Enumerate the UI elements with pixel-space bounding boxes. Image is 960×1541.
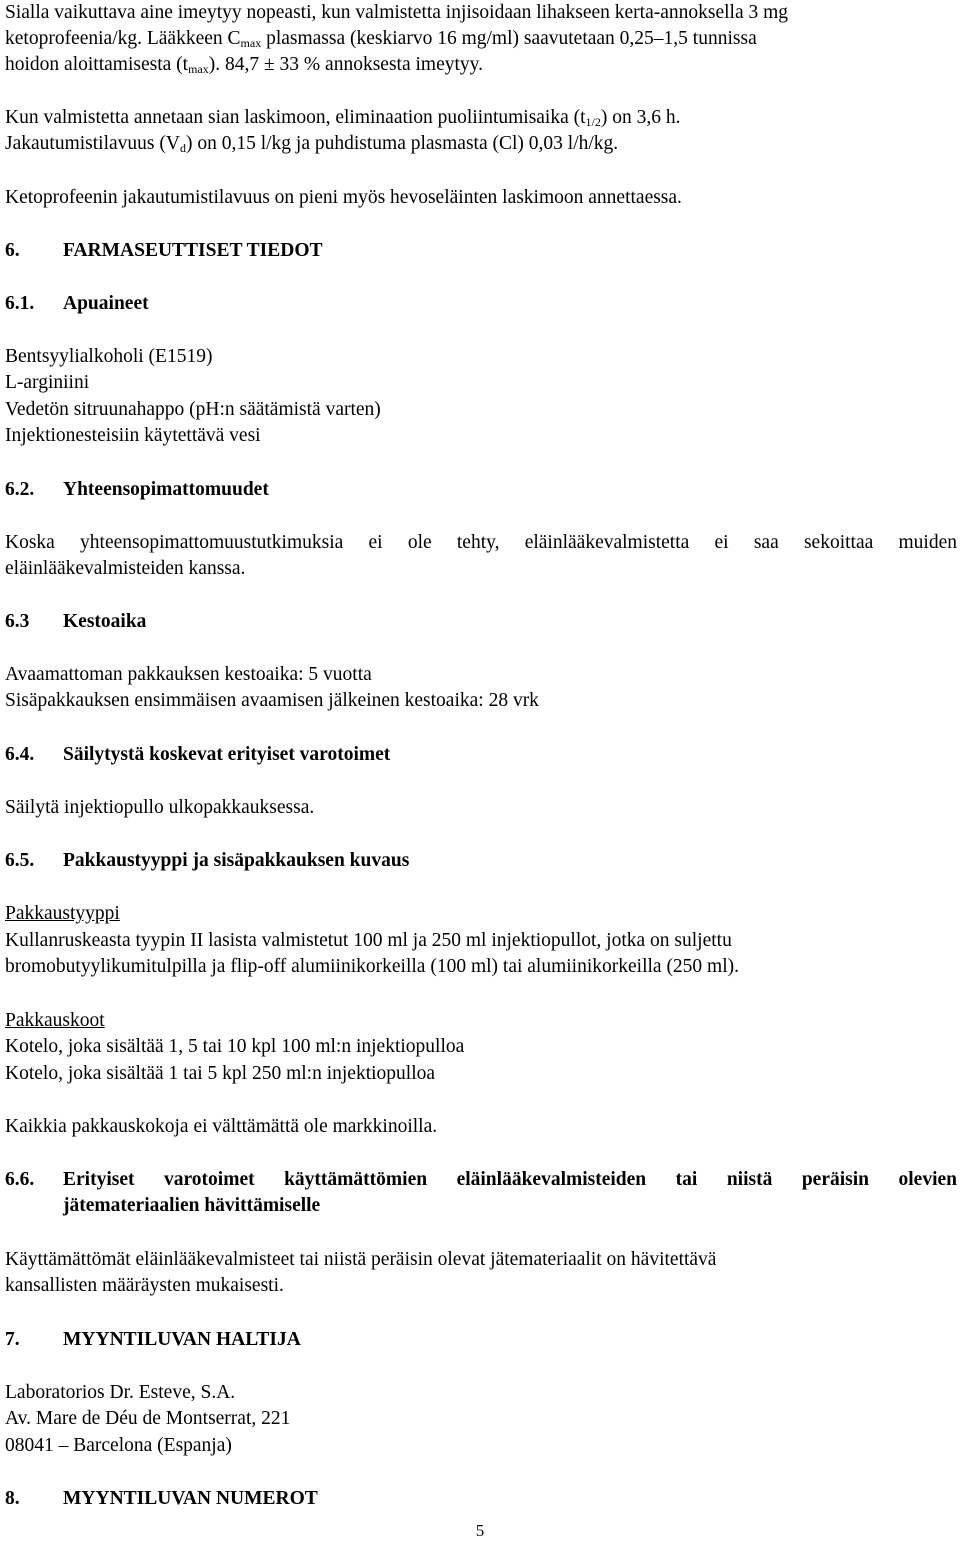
section-title: FARMASEUTTISET TIEDOT xyxy=(63,240,323,261)
pk-line-2-a: ketoprofeenia/kg. Lääkkeen C xyxy=(5,28,241,49)
section-number: 6.6. xyxy=(5,1169,35,1190)
section-title: Pakkaustyyppi ja sisäpakkauksen kuvaus xyxy=(63,850,410,871)
pk-line-2-sub: max xyxy=(240,36,262,50)
pk-line-5-b: ) on 0,15 l/kg ja puhdistuma plasmasta (Cl) 0,03 l/h/kg. xyxy=(185,133,619,154)
pk-line-2 xyxy=(5,26,757,53)
section-number: 7. xyxy=(5,1329,20,1350)
pk-line-5-sub: d xyxy=(179,141,186,155)
pk-line-2-b: plasmassa (keskiarvo 16 mg/ml) saavutetaan 0,25–1,5 tunnissa xyxy=(261,28,757,49)
pk-line-1: Sialla vaikuttava aine imeytyy nopeasti, kun valmistetta injisoidaan lihakseen kerta-annoksella 3 mg xyxy=(5,2,789,23)
shelf-life-line-1: Avaamattoman pakkauksen kestoaika: 5 vuotta xyxy=(5,664,372,685)
incompatibility-line-1: Koska yhteensopimattomuustutkimuksia ei ole tehty, eläinlääkevalmistetta ei saa sekoittaa muiden xyxy=(5,532,957,553)
section-number: 6.3 xyxy=(5,611,30,632)
package-size-line-1: Kotelo, joka sisältää 1, 5 tai 10 kpl 100 ml:n injektiopulloa xyxy=(5,1036,465,1057)
pk-line-3 xyxy=(5,52,483,79)
section-number: 6. xyxy=(5,240,20,261)
pk-line-3-b: ). 84,7 ± 33 % annoksesta imeytyy. xyxy=(208,54,484,75)
section-title: Kestoaika xyxy=(63,611,147,632)
pk-line-4-sub: 1/2 xyxy=(585,115,601,129)
section-title: MYYNTILUVAN HALTIJA xyxy=(63,1329,301,1350)
section-number: 6.5. xyxy=(5,850,35,871)
shelf-life-line-2: Sisäpakkauksen ensimmäisen avaamisen jälkeinen kestoaika: 28 vrk xyxy=(5,690,539,711)
section-title: MYYNTILUVAN NUMEROT xyxy=(63,1488,318,1509)
excipient-item: Vedetön sitruunahappo (pH:n säätämistä varten) xyxy=(5,399,381,420)
incompatibility-line-2: eläinlääkevalmisteiden kanssa. xyxy=(5,558,246,579)
section-7-heading xyxy=(5,1327,301,1354)
pk-line-5 xyxy=(5,131,618,158)
section-6-3-heading xyxy=(5,609,146,636)
excipient-item: L-arginiini xyxy=(5,372,90,393)
section-6-2-heading xyxy=(5,477,269,504)
pk-line-6: Ketoprofeenin jakautumistilavuus on pieni myös hevoseläinten laskimoon annettaessa. xyxy=(5,187,682,208)
excipient-item: Injektionesteisiin käytettävä vesi xyxy=(5,425,261,446)
section-title: Säilytystä koskevat erityiset varotoimet xyxy=(63,744,391,765)
section-6-1-heading xyxy=(5,291,149,318)
section-title: Apuaineet xyxy=(63,293,149,314)
section-6-4-heading xyxy=(5,742,390,769)
section-6-5-heading xyxy=(5,848,409,875)
package-sizes-subheading: Pakkauskoot xyxy=(5,1010,105,1031)
package-type-subheading: Pakkaustyyppi xyxy=(5,903,120,924)
disposal-line-1: Käyttämättömät eläinlääkevalmisteet tai niistä peräisin olevat jätemateriaalit on hävitettävä xyxy=(5,1249,717,1270)
storage-line-1: Säilytä injektiopullo ulkopakkauksessa. xyxy=(5,797,315,818)
pk-line-4-b: ) on 3,6 h. xyxy=(600,107,681,128)
section-number: 6.4. xyxy=(5,744,35,765)
section-number: 6.1. xyxy=(5,293,35,314)
holder-address-line-1: Laboratorios Dr. Esteve, S.A. xyxy=(5,1382,236,1403)
package-note: Kaikkia pakkauskokoja ei välttämättä ole markkinoilla. xyxy=(5,1116,438,1137)
section-title-line-2: jätemateriaalien hävittämiselle xyxy=(63,1195,321,1216)
section-number: 6.2. xyxy=(5,479,35,500)
section-title: Yhteensopimattomuudet xyxy=(63,479,269,500)
pk-line-3-sub: max xyxy=(188,62,209,76)
page-number: 5 xyxy=(475,1521,485,1540)
pk-line-4-a: Kun valmistetta annetaan sian laskimoon, eliminaation puoliintumisaika (t xyxy=(5,107,586,128)
section-8-heading xyxy=(5,1486,318,1513)
pk-line-3-a: hoidon aloittamisesta (t xyxy=(5,54,189,75)
holder-address-line-2: Av. Mare de Déu de Montserrat, 221 xyxy=(5,1408,291,1429)
holder-address-line-3: 08041 – Barcelona (Espanja) xyxy=(5,1435,232,1456)
package-size-line-2: Kotelo, joka sisältää 1 tai 5 kpl 250 ml:n injektiopulloa xyxy=(5,1063,436,1084)
section-number: 8. xyxy=(5,1488,20,1509)
package-type-line-2: bromobutyylikumitulpilla ja flip-off alumiinikorkeilla (100 ml) tai alumiinikorkeilla (250 ml). xyxy=(5,956,740,977)
pk-line-4 xyxy=(5,105,681,132)
section-6-heading xyxy=(5,238,323,265)
disposal-line-2: kansallisten määräysten mukaisesti. xyxy=(5,1275,284,1296)
pk-line-5-a: Jakautumistilavuus (V xyxy=(5,133,180,154)
excipient-item: Bentsyylialkoholi (E1519) xyxy=(5,346,213,367)
package-type-line-1: Kullanruskeasta tyypin II lasista valmistetut 100 ml ja 250 ml injektiopullot, jotka on suljettu xyxy=(5,930,732,951)
section-title-line-1: Erityiset varotoimet käyttämättömien eläinlääkevalmisteiden tai niistä peräisin olevien xyxy=(63,1169,957,1190)
